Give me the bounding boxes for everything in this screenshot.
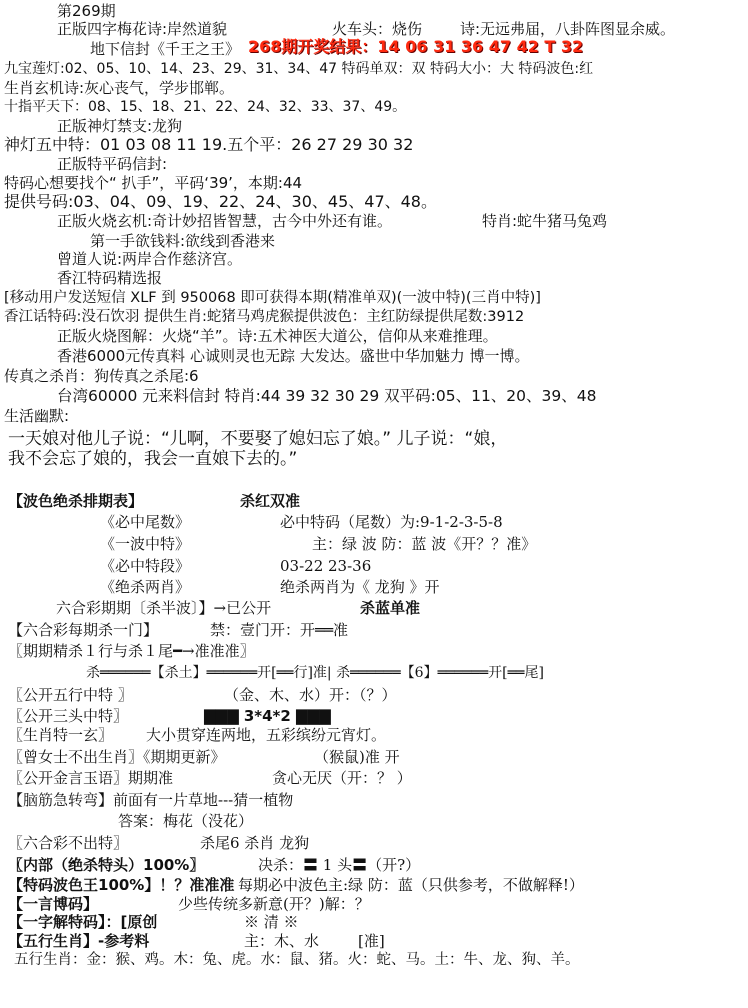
no-special-label: 〖六合彩不出特〗 — [8, 834, 129, 852]
hongkong-report: 香江特码精选报 — [57, 269, 163, 287]
five-zodiac-tag: [准] — [358, 932, 385, 950]
five-zodiac-detail: 五行生肖：金：猴、鸡。木：兔、虎。水：鼠、猪。火：蛇、马。土：牛、龙、狗、羊。 — [14, 952, 580, 968]
color-table-title: 【波色绝杀排期表】 — [8, 492, 144, 510]
draw-result: 268期开奖结果：14 06 31 36 47 42 T 32 — [248, 37, 584, 56]
plum-poem: 正版四字梅花诗:岸然道貌 — [57, 20, 228, 38]
kill-two-value: 绝杀两肖为《 龙狗 》开 — [280, 578, 440, 596]
three-head-label: 〖公开三头中特〗 — [8, 707, 129, 725]
tail-value: 必中特码（尾数）为:9-1-2-3-5-8 — [280, 513, 503, 531]
half-wave: 六合彩期期〔杀半波〕】→已公开 — [56, 599, 272, 617]
golden-words-value: 贪心无厌（开：？ ） — [272, 769, 412, 787]
issue-number: 第269期 — [57, 2, 116, 20]
joke-line-2: 我不会忘了娘的，我会一直娘下去的。” — [8, 449, 298, 469]
ms-zeng-value: （猴鼠)准 开 — [314, 748, 400, 766]
color-king-label: 【特码波色王100%】！？准准准 — [8, 876, 235, 894]
tail-label: 《必中尾数》 — [100, 513, 191, 531]
zodiac-poem: 生肖玄机诗:灰心丧气，学步邯郸。 — [4, 79, 235, 97]
kill-blue: 杀蓝单准 — [360, 599, 421, 617]
poem-line: 诗:无远弗届，八卦阵图显余威。 — [460, 20, 676, 38]
one-word-bet-value: 少些传统多新意(开？)解：？ — [178, 895, 370, 913]
internal-kill-value: 决杀：〓 1 头〓（开?） — [258, 856, 421, 874]
zodiac-mystery-label: 〖生肖特一玄〗 — [8, 726, 114, 744]
internal-kill-label: 〖内部（绝杀特头）100%〗 — [8, 856, 205, 874]
xiangjiang-line: 香江话特码:没石饮羽 提供生肖:蛇猪马鸡虎猴提供波色：主红防绿提供尾数:3912 — [4, 309, 525, 325]
zeng-said: 曾道人说:两岸合作慈济宫。 — [57, 250, 243, 268]
no-special-value: 杀尾6 杀肖 龙狗 — [200, 834, 310, 852]
special-thought: 特码心想要找个“ 扒手”，平码‘39’，本期:44 — [4, 174, 303, 192]
five-element-value: （金、木、水）开：（？） — [224, 686, 397, 704]
brain-teaser: 【脑筋急转弯】前面有一片草地---猜一植物 — [8, 791, 294, 809]
underground-envelope: 地下信封《千王之王》 — [90, 40, 241, 58]
taiwan-line: 台湾60000 元来料信封 特肖:44 39 32 30 29 双平码:05、11、20、39、48 — [57, 387, 597, 405]
kill-red: 杀红双准 — [240, 492, 301, 510]
kill-gate-label: 【六合彩每期杀一门】 — [8, 621, 159, 639]
special-envelope: 正版特平码信封: — [57, 155, 168, 173]
kill-gate-value: 禁：壹门开：开══准 — [210, 621, 349, 639]
teaser-answer: 答案：梅花（没花） — [118, 812, 254, 830]
hk-fax: 香港6000元传真料 心诚则灵也无踪 大发达。盛世中华加魅力 博一博。 — [57, 347, 530, 365]
ten-finger-line: 十指平天下：08、15、18、21、22、24、32、33、37、49。 — [4, 99, 407, 115]
first-hand: 第一手欲钱料:欲线到香港来 — [90, 232, 276, 250]
wave-label: 《一波中特》 — [100, 535, 191, 553]
ms-zeng-label: 〖曾女士不出生肖〗《期期更新》 — [8, 748, 226, 766]
lotus-lamp-line: 九宝莲灯:02、05、10、14、23、29、31、34、47 特码单双：双 特码大小：大 特码波色:红 — [4, 61, 594, 77]
segment-label: 《必中特段》 — [100, 557, 191, 575]
five-element-label: 〖公开五行中特 〗 — [8, 686, 133, 704]
sms-notice: [移动用户发送短信 XLF 到 950068 即可获得本期(精准单双)(一波中特)(三肖中特)] — [4, 290, 541, 306]
wave-value: 主：绿 波 防：蓝 波《开？？准》 — [312, 535, 537, 553]
five-zodiac-main: 主：木、水 — [244, 932, 320, 950]
golden-words-label: 〖公开金言玉语〗期期准 — [8, 769, 174, 787]
one-word-bet-label: 【一言博码】 — [8, 895, 99, 913]
train-head: 火车头：烧伤 — [332, 20, 423, 38]
color-king-value: 每期必中波色主:绿 防：蓝（只供参考，不做解释!） — [238, 876, 584, 894]
three-head-value: ▇▇▇ 3*4*2 ▇▇▇ — [204, 707, 331, 725]
segment-value: 03-22 23-36 — [280, 557, 372, 575]
kill-bar-line: 杀══════【杀土】══════开[══行]准| 杀══════【6】══════开[══尾] — [86, 665, 544, 681]
fire-diagram: 正版火烧图解：火烧“羊”。诗:五术神医大道公，信仰从来难推理。 — [57, 327, 498, 345]
kill-two-label: 《绝杀两肖》 — [100, 578, 191, 596]
joke-line-1: 一天娘对他儿子说：“儿啊，不要娶了媳妇忘了娘。” 儿子说：“娘， — [8, 429, 508, 449]
fax-kill: 传真之杀肖：狗传真之杀尾:6 — [4, 367, 199, 385]
humor-title: 生活幽默: — [4, 407, 70, 425]
five-zodiac-label: 【五行生肖】-参考料 — [8, 932, 150, 950]
kill-row-tail: 〖期期精杀１行与杀１尾━→准准准〗 — [8, 642, 255, 660]
special-zodiac: 特肖:蛇牛猪马兔鸡 — [482, 212, 608, 230]
lamp-ban: 正版神灯禁支:龙狗 — [57, 117, 183, 135]
one-char-label: 【一字解特码】：[原创 — [8, 913, 158, 931]
lamp-five: 神灯五中特：01 03 08 11 19.五个平：26 27 29 30 32 — [4, 135, 414, 154]
fire-mystery: 正版火烧玄机:奇计妙招皆智慧，古今中外还有谁。 — [57, 212, 393, 230]
provided-numbers: 提供号码:03、04、09、19、22、24、30、45、47、48。 — [4, 192, 437, 211]
one-char-value: ※ 清 ※ — [244, 913, 299, 931]
zodiac-mystery-value: 大小贯穿连两地，五彩缤纷元宵灯。 — [146, 726, 387, 744]
